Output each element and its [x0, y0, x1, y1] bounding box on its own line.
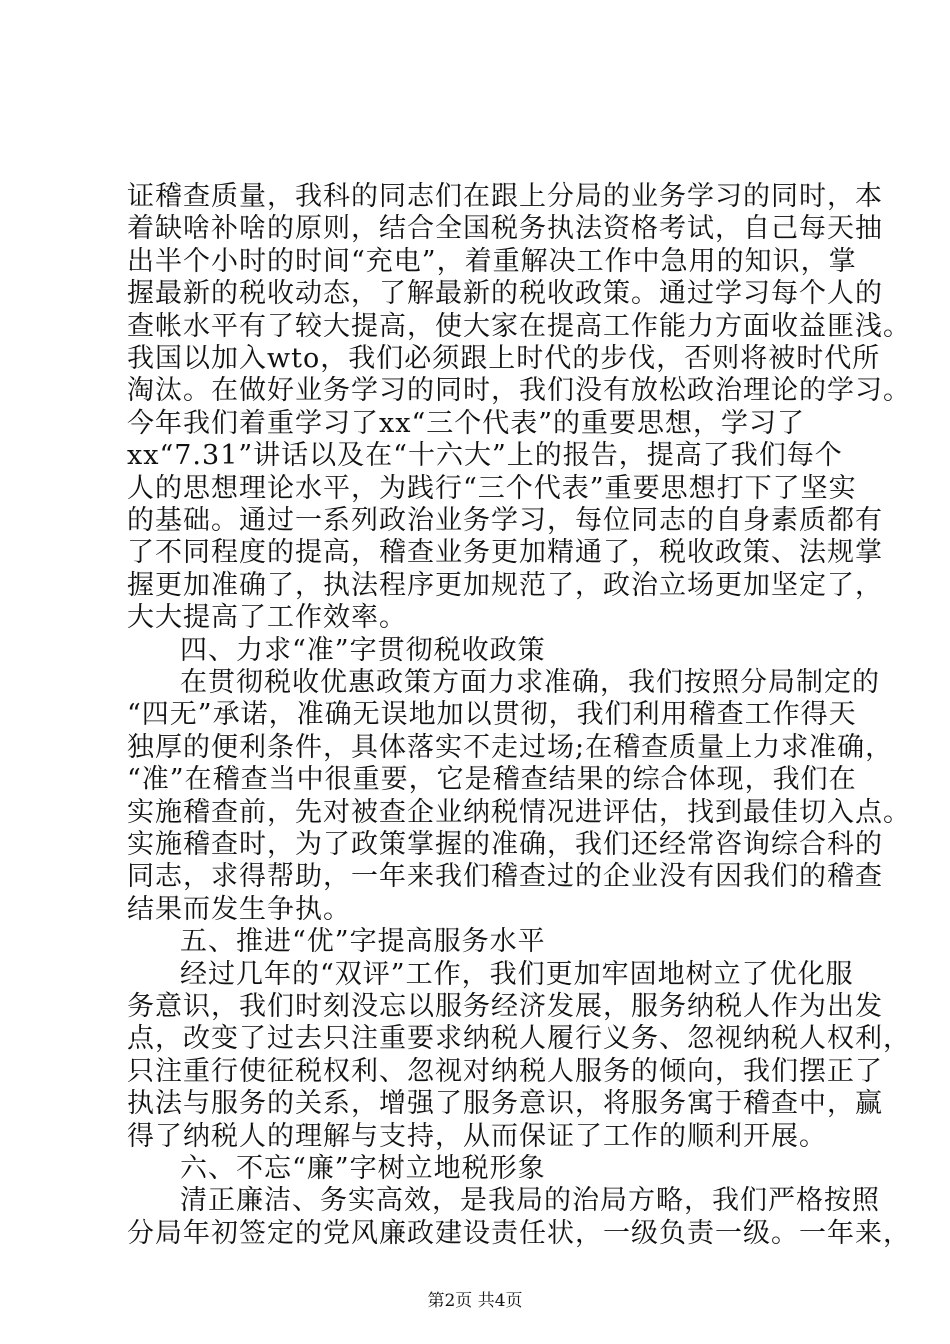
text-line: 实施稽查时，为了政策掌握的准确，我们还经常咨询综合科的 [127, 829, 883, 860]
text-line: 握更加准确了，执法程序更加规范了，政治立场更加坚定了， [127, 569, 883, 601]
text-line: 在贯彻税收优惠政策方面力求准确，我们按照分局制定的 [180, 667, 880, 698]
text-line: 得了纳税人的理解与支持，从而保证了工作的顺利开展。 [127, 1120, 827, 1152]
text-line: “准”在稽查当中很重要，它是稽查结果的综合体现，我们在 [127, 764, 857, 796]
text-line: 了不同程度的提高，稽查业务更加精通了，税收政策、法规掌 [127, 537, 883, 569]
text-line: 证稽查质量，我科的同志们在跟上分局的业务学习的同时，本 [127, 181, 883, 212]
text-line: 结果而发生争执。 [127, 893, 351, 925]
text-line: 大大提高了工作效率。 [127, 602, 407, 634]
text-line: 点，改变了过去只注重要求纳税人履行义务、忽视纳税人权利， [127, 1023, 911, 1055]
page-footer: 第2页 共4页 [427, 1291, 523, 1311]
text-line: 分局年初签定的党风廉政建设责任状，一级负责一级。一年来， [127, 1217, 911, 1249]
text-line: 着缺啥补啥的原则，结合全国税务执法资格考试，自己每天抽 [127, 213, 883, 245]
text-line: 我国以加入wto，我们必须跟上时代的步伐，否则将被时代所 [127, 343, 881, 374]
text-line: 同志，求得帮助，一年来我们稽查过的企业没有因我们的稽查 [127, 861, 883, 893]
text-line: 四、力求“准”字贯彻税收政策 [180, 634, 546, 666]
text-line: 务意识，我们时刻没忘以服务经济发展，服务纳税人作为出发 [127, 991, 883, 1022]
text-line: 执法与服务的关系，增强了服务意识，将服务寓于稽查中，赢 [127, 1088, 883, 1120]
text-line: 五、推进“优”字提高服务水平 [180, 926, 546, 958]
text-line: xx“7.31”讲话以及在“十六大”上的报告，提高了我们每个 [127, 440, 843, 472]
text-line: 人的思想理论水平，为践行“三个代表”重要思想打下了坚实 [127, 472, 857, 504]
text-line: 淘汰。在做好业务学习的同时，我们没有放松政治理论的学习。 [127, 375, 911, 407]
text-line: 清正廉洁、务实高效，是我局的治局方略，我们严格按照 [180, 1185, 880, 1217]
text-line: “四无”承诺，准确无误地加以贯彻，我们利用稽查工作得天 [127, 699, 857, 731]
text-line: 六、不忘“廉”字树立地税形象 [180, 1153, 546, 1184]
text-line: 实施稽查前，先对被查企业纳税情况进评估，找到最佳切入点。 [127, 796, 911, 828]
text-line: 今年我们着重学习了xx“三个代表”的重要思想，学习了 [127, 407, 806, 439]
text-line: 查帐水平有了较大提高，使大家在提高工作能力方面收益匪浅。 [127, 310, 911, 342]
text-line: 独厚的便利条件，具体落实不走过场;在稽查质量上力求准确， [127, 731, 894, 763]
text-line: 的基础。通过一系列政治业务学习，每位同志的自身素质都有 [127, 505, 883, 536]
text-line: 出半个小时的时间“充电”，着重解决工作中急用的知识，掌 [127, 245, 857, 277]
text-line: 只注重行使征税权利、忽视对纳税人服务的倾向，我们摆正了 [127, 1055, 883, 1087]
text-line: 握最新的税收动态，了解最新的税收政策。通过学习每个人的 [127, 278, 883, 310]
text-line: 经过几年的“双评”工作，我们更加牢固地树立了优化服 [180, 958, 854, 990]
